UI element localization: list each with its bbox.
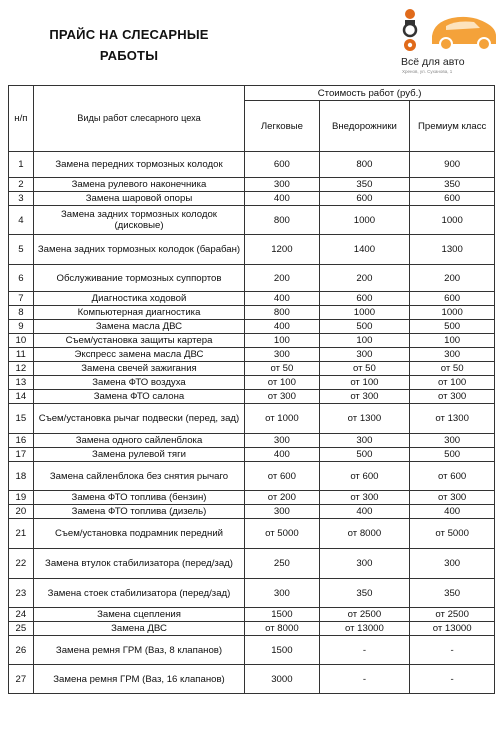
- row-price-cars: от 1000: [245, 404, 319, 434]
- table-row: [9, 152, 495, 178]
- row-number: 18: [9, 462, 34, 491]
- row-price-premium: 1000: [410, 206, 495, 235]
- header-cost-group: Стоимость работ (руб.): [245, 86, 495, 101]
- header-work-type: Виды работ слесарного цеха: [33, 86, 245, 152]
- row-price-cars: 200: [245, 265, 319, 292]
- row-number: 27: [9, 665, 34, 694]
- table-row: [9, 334, 495, 348]
- row-price-suv: 800: [319, 152, 410, 178]
- row-price-cars: 300: [245, 434, 319, 448]
- header-number: н/п: [9, 86, 34, 152]
- row-price-premium: 350: [410, 579, 495, 608]
- row-work-name: Замена шаровой опоры: [33, 192, 245, 206]
- row-price-suv: 500: [319, 448, 410, 462]
- row-price-premium: 600: [410, 192, 495, 206]
- table-row: [9, 348, 495, 362]
- table-row: [9, 235, 495, 265]
- row-price-cars: 300: [245, 579, 319, 608]
- row-price-premium: -: [410, 665, 495, 694]
- table-row: [9, 636, 495, 665]
- row-price-premium: 300: [410, 434, 495, 448]
- row-price-suv: 600: [319, 292, 410, 306]
- row-price-suv: от 600: [319, 462, 410, 491]
- row-work-name: Замена ФТО воздуха: [33, 376, 245, 390]
- row-price-suv: 300: [319, 348, 410, 362]
- row-price-cars: 400: [245, 448, 319, 462]
- row-number: 20: [9, 505, 34, 519]
- row-number: 14: [9, 390, 34, 404]
- row-price-premium: 200: [410, 265, 495, 292]
- car-service-logo-icon: [388, 2, 500, 62]
- row-price-suv: 100: [319, 334, 410, 348]
- row-price-suv: от 2500: [319, 608, 410, 622]
- row-work-name: Замена задних тормозных колодок (барабан): [33, 235, 245, 265]
- row-number: 15: [9, 404, 34, 434]
- table-row: [9, 390, 495, 404]
- row-price-premium: 100: [410, 334, 495, 348]
- row-work-name: Замена сайленблока без снятия рычаго: [33, 462, 245, 491]
- table-row: [9, 608, 495, 622]
- row-work-name: Замена ФТО салона: [33, 390, 245, 404]
- row-number: 3: [9, 192, 34, 206]
- table-row: [9, 306, 495, 320]
- table-row: [9, 292, 495, 306]
- row-price-suv: от 1300: [319, 404, 410, 434]
- row-price-premium: от 5000: [410, 519, 495, 549]
- row-price-suv: от 8000: [319, 519, 410, 549]
- table-row: [9, 362, 495, 376]
- page-title: [14, 24, 244, 66]
- row-price-cars: 250: [245, 549, 319, 579]
- row-price-suv: от 300: [319, 390, 410, 404]
- row-price-premium: от 100: [410, 376, 495, 390]
- row-price-suv: 350: [319, 178, 410, 192]
- row-price-suv: от 100: [319, 376, 410, 390]
- logo: [388, 2, 500, 82]
- row-work-name: Замена одного сайленблока: [33, 434, 245, 448]
- row-price-suv: 300: [319, 434, 410, 448]
- row-price-cars: от 300: [245, 390, 319, 404]
- header-suv: Внедорожники: [319, 101, 410, 152]
- row-work-name: Съем/установка защиты картера: [33, 334, 245, 348]
- row-number: 1: [9, 152, 34, 178]
- row-price-premium: 1000: [410, 306, 495, 320]
- row-price-cars: 400: [245, 320, 319, 334]
- row-work-name: Замена стоек стабилизатора (перед/зад): [33, 579, 245, 608]
- row-price-premium: 1300: [410, 235, 495, 265]
- row-price-suv: 400: [319, 505, 410, 519]
- row-price-cars: от 5000: [245, 519, 319, 549]
- row-work-name: Замена ДВС: [33, 622, 245, 636]
- logo-subtext: Хренов, ул. Суханова, 1: [402, 69, 453, 74]
- row-price-suv: 1000: [319, 306, 410, 320]
- row-number: 2: [9, 178, 34, 192]
- row-number: 19: [9, 491, 34, 505]
- row-price-cars: от 100: [245, 376, 319, 390]
- table-row: [9, 178, 495, 192]
- row-price-cars: 300: [245, 348, 319, 362]
- table-row: [9, 579, 495, 608]
- row-price-premium: 500: [410, 320, 495, 334]
- table-row: [9, 206, 495, 235]
- row-work-name: Замена ремня ГРМ (Ваз, 8 клапанов): [33, 636, 245, 665]
- row-work-name: Замена задних тормозных колодок (дисковые): [33, 206, 245, 235]
- row-price-cars: 800: [245, 206, 319, 235]
- row-price-suv: 500: [319, 320, 410, 334]
- price-table: [8, 85, 495, 694]
- row-price-cars: 300: [245, 505, 319, 519]
- row-price-cars: 1500: [245, 608, 319, 622]
- row-work-name: Экспресс замена масла ДВС: [33, 348, 245, 362]
- table-row: [9, 462, 495, 491]
- row-price-cars: 100: [245, 334, 319, 348]
- row-number: 17: [9, 448, 34, 462]
- table-row: [9, 404, 495, 434]
- row-work-name: Замена рулевого наконечника: [33, 178, 245, 192]
- row-price-suv: 300: [319, 549, 410, 579]
- table-row: [9, 320, 495, 334]
- table-row: [9, 192, 495, 206]
- row-price-premium: -: [410, 636, 495, 665]
- row-work-name: Замена передних тормозных колодок: [33, 152, 245, 178]
- row-price-premium: от 2500: [410, 608, 495, 622]
- row-work-name: Съем/установка подрамник передний: [33, 519, 245, 549]
- row-price-cars: 300: [245, 178, 319, 192]
- row-price-suv: от 13000: [319, 622, 410, 636]
- row-price-premium: 500: [410, 448, 495, 462]
- row-price-cars: 800: [245, 306, 319, 320]
- row-work-name: Замена втулок стабилизатора (перед/зад): [33, 549, 245, 579]
- table-row: [9, 434, 495, 448]
- row-number: 23: [9, 579, 34, 608]
- table-row: [9, 665, 495, 694]
- row-work-name: Замена ФТО топлива (бензин): [33, 491, 245, 505]
- row-number: 13: [9, 376, 34, 390]
- table-row: [9, 376, 495, 390]
- row-price-suv: от 300: [319, 491, 410, 505]
- row-price-cars: от 600: [245, 462, 319, 491]
- row-number: 25: [9, 622, 34, 636]
- row-work-name: Замена рулевой тяги: [33, 448, 245, 462]
- row-work-name: Замена сцепления: [33, 608, 245, 622]
- row-price-suv: 350: [319, 579, 410, 608]
- price-table-body: [9, 152, 495, 694]
- row-price-suv: -: [319, 665, 410, 694]
- row-price-premium: 300: [410, 549, 495, 579]
- row-work-name: Замена ФТО топлива (дизель): [33, 505, 245, 519]
- row-work-name: Компьютерная диагностика: [33, 306, 245, 320]
- row-price-premium: 900: [410, 152, 495, 178]
- row-price-suv: 1400: [319, 235, 410, 265]
- row-number: 7: [9, 292, 34, 306]
- row-number: 12: [9, 362, 34, 376]
- row-number: 22: [9, 549, 34, 579]
- table-row: [9, 519, 495, 549]
- table-row: [9, 491, 495, 505]
- row-price-premium: от 13000: [410, 622, 495, 636]
- table-row: [9, 448, 495, 462]
- row-price-premium: 600: [410, 292, 495, 306]
- row-price-premium: 300: [410, 348, 495, 362]
- row-price-suv: 200: [319, 265, 410, 292]
- row-number: 9: [9, 320, 34, 334]
- row-number: 11: [9, 348, 34, 362]
- row-price-premium: от 600: [410, 462, 495, 491]
- row-number: 24: [9, 608, 34, 622]
- header-cars: Легковые: [245, 101, 319, 152]
- row-price-suv: от 50: [319, 362, 410, 376]
- logo-text: Всё для авто: [401, 56, 465, 68]
- row-price-suv: 600: [319, 192, 410, 206]
- row-work-name: Замена масла ДВС: [33, 320, 245, 334]
- row-price-cars: 3000: [245, 665, 319, 694]
- row-price-premium: от 50: [410, 362, 495, 376]
- row-number: 26: [9, 636, 34, 665]
- row-price-suv: -: [319, 636, 410, 665]
- table-row: [9, 265, 495, 292]
- row-number: 8: [9, 306, 34, 320]
- row-price-suv: 1000: [319, 206, 410, 235]
- row-price-cars: 400: [245, 192, 319, 206]
- title-line-2: РАБОТЫ: [99, 48, 159, 63]
- row-price-premium: от 1300: [410, 404, 495, 434]
- row-work-name: Замена ремня ГРМ (Ваз, 16 клапанов): [33, 665, 245, 694]
- row-price-premium: 350: [410, 178, 495, 192]
- row-price-cars: 600: [245, 152, 319, 178]
- header-premium: Премиум класс: [410, 101, 495, 152]
- row-work-name: Обслуживание тормозных суппортов: [33, 265, 245, 292]
- row-number: 4: [9, 206, 34, 235]
- row-price-premium: 400: [410, 505, 495, 519]
- row-price-cars: 1500: [245, 636, 319, 665]
- row-price-cars: от 8000: [245, 622, 319, 636]
- table-row: [9, 549, 495, 579]
- row-price-cars: 400: [245, 292, 319, 306]
- table-row: [9, 505, 495, 519]
- title-line-1: ПРАЙС НА СЛЕСАРНЫЕ: [49, 27, 209, 42]
- row-work-name: Съем/установка рычаг подвески (перед, зад): [33, 404, 245, 434]
- row-price-cars: от 50: [245, 362, 319, 376]
- row-work-name: Замена свечей зажигания: [33, 362, 245, 376]
- row-price-premium: от 300: [410, 390, 495, 404]
- row-number: 21: [9, 519, 34, 549]
- row-work-name: Диагностика ходовой: [33, 292, 245, 306]
- row-price-premium: от 300: [410, 491, 495, 505]
- row-price-cars: от 200: [245, 491, 319, 505]
- row-price-cars: 1200: [245, 235, 319, 265]
- row-number: 6: [9, 265, 34, 292]
- row-number: 16: [9, 434, 34, 448]
- row-number: 10: [9, 334, 34, 348]
- row-number: 5: [9, 235, 34, 265]
- table-row: [9, 622, 495, 636]
